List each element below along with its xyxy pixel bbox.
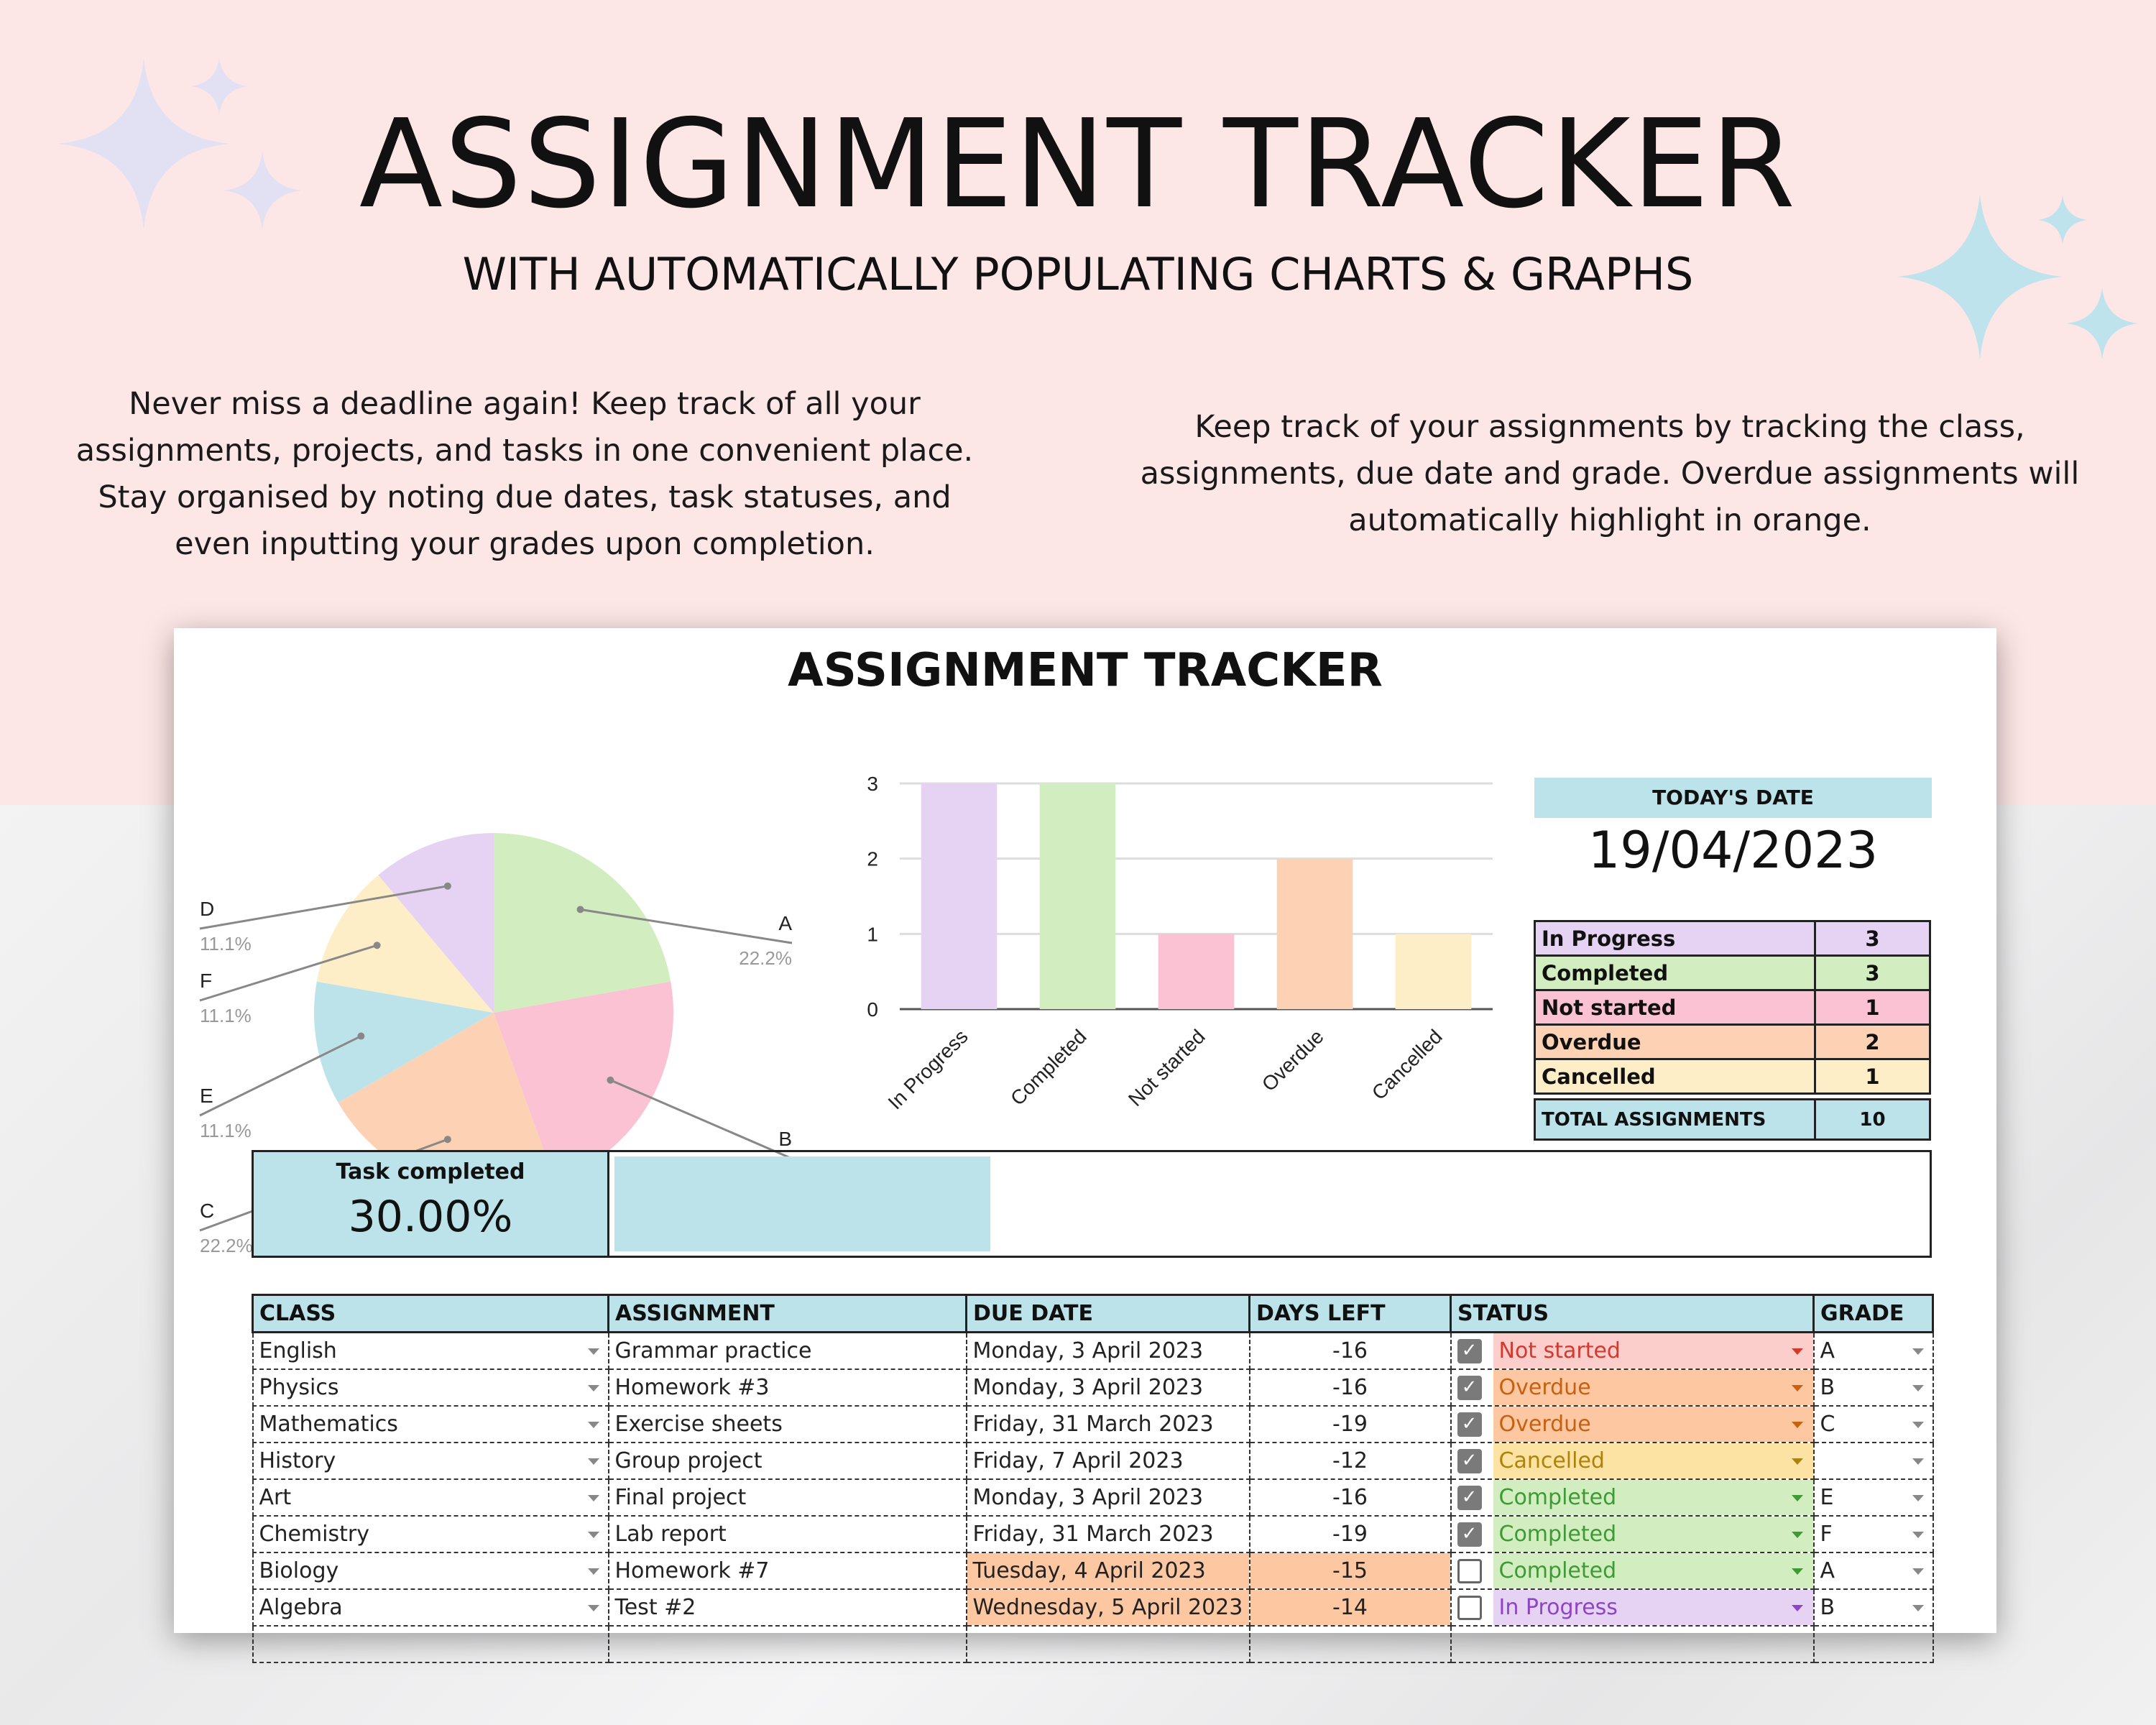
days-left-cell: -16 bbox=[1250, 1369, 1451, 1406]
assignment-cell[interactable]: Homework #7 bbox=[609, 1552, 967, 1589]
task-completed-value: 30.00% bbox=[348, 1192, 513, 1242]
status-select[interactable]: Overdue bbox=[1493, 1407, 1813, 1442]
pie-percent-label: 11.1% bbox=[200, 1005, 252, 1026]
x-tick-label: Not started bbox=[1123, 1025, 1210, 1111]
checkbox-unchecked-icon[interactable] bbox=[1457, 1559, 1482, 1583]
pie-leader-dot bbox=[357, 1033, 364, 1040]
checkbox-checked-icon[interactable]: ✓ bbox=[1457, 1449, 1482, 1473]
bar-in-progress[interactable] bbox=[921, 783, 998, 1009]
pie-leader-dot bbox=[577, 906, 584, 913]
status-cell bbox=[1451, 1443, 1814, 1479]
progress-fill bbox=[614, 1156, 990, 1251]
status-cell bbox=[1451, 1406, 1814, 1443]
status-summary-table bbox=[1534, 920, 1931, 1141]
due-date-cell[interactable]: Friday, 31 March 2023 bbox=[967, 1516, 1250, 1552]
table-row bbox=[253, 1369, 1933, 1406]
bar-overdue[interactable] bbox=[1277, 859, 1353, 1009]
days-left-cell: -14 bbox=[1250, 1589, 1451, 1626]
due-date-cell[interactable]: Tuesday, 4 April 2023 bbox=[967, 1552, 1250, 1589]
grade-select[interactable]: B bbox=[1814, 1589, 1933, 1626]
column-header-status[interactable]: STATUS bbox=[1451, 1295, 1814, 1333]
due-date-cell[interactable]: Monday, 3 April 2023 bbox=[967, 1369, 1250, 1406]
assignment-cell[interactable]: Test #2 bbox=[609, 1589, 967, 1626]
assignment-cell[interactable]: Final project bbox=[609, 1479, 967, 1516]
days-left-cell: -15 bbox=[1250, 1552, 1451, 1589]
status-cell bbox=[1451, 1589, 1814, 1626]
class-select[interactable]: Biology bbox=[253, 1552, 609, 1589]
days-left-cell: -12 bbox=[1250, 1443, 1451, 1479]
status-cell bbox=[1451, 1552, 1814, 1589]
checkbox-checked-icon[interactable]: ✓ bbox=[1457, 1376, 1482, 1400]
bar-completed[interactable] bbox=[1040, 783, 1116, 1009]
pie-percent-label: 22.2% bbox=[739, 947, 792, 969]
pie-label: C bbox=[200, 1200, 215, 1222]
pie-label: D bbox=[200, 898, 215, 920]
status-select[interactable]: Cancelled bbox=[1493, 1443, 1813, 1478]
grade-select[interactable]: A bbox=[1814, 1552, 1933, 1589]
bar-cancelled[interactable] bbox=[1396, 934, 1472, 1009]
progress-track bbox=[612, 1156, 1930, 1251]
status-cell bbox=[1451, 1516, 1814, 1552]
summary-count: 10 bbox=[1815, 1100, 1930, 1140]
pie-percent-label: 11.1% bbox=[200, 933, 252, 954]
summary-row bbox=[1535, 1025, 1930, 1059]
days-left-cell: -16 bbox=[1250, 1333, 1451, 1369]
pie-leader-dot bbox=[444, 1136, 451, 1143]
sheet-title: ASSIGNMENT TRACKER bbox=[788, 644, 1383, 697]
status-select[interactable]: Completed bbox=[1493, 1553, 1813, 1588]
grade-select[interactable]: B bbox=[1814, 1369, 1933, 1406]
due-date-cell[interactable]: Friday, 31 March 2023 bbox=[967, 1406, 1250, 1443]
summary-count: 1 bbox=[1815, 990, 1930, 1025]
column-header-due-date[interactable]: DUE DATE bbox=[967, 1295, 1250, 1333]
summary-row bbox=[1535, 1059, 1930, 1094]
task-completed-box bbox=[254, 1152, 609, 1256]
grade-select[interactable]: A bbox=[1814, 1333, 1933, 1369]
summary-label: In Progress bbox=[1535, 921, 1815, 956]
status-select[interactable]: Not started bbox=[1493, 1333, 1813, 1368]
pie-percent-label: 22.2% bbox=[200, 1235, 253, 1256]
summary-label: Not started bbox=[1535, 990, 1815, 1025]
class-select[interactable]: History bbox=[253, 1443, 609, 1479]
table-row bbox=[253, 1516, 1933, 1552]
class-select[interactable]: Chemistry bbox=[253, 1516, 609, 1552]
status-cell bbox=[1451, 1479, 1814, 1516]
column-header-grade[interactable]: GRADE bbox=[1814, 1295, 1933, 1333]
pie-leader-dot bbox=[607, 1077, 614, 1084]
summary-label: Overdue bbox=[1535, 1025, 1815, 1059]
class-select[interactable]: English bbox=[253, 1333, 609, 1369]
due-date-cell[interactable]: Monday, 3 April 2023 bbox=[967, 1479, 1250, 1516]
column-header-days-left[interactable]: DAYS LEFT bbox=[1250, 1295, 1451, 1333]
summary-total-row bbox=[1535, 1100, 1930, 1140]
y-tick-label: 0 bbox=[867, 998, 878, 1021]
assignment-cell[interactable]: Lab report bbox=[609, 1516, 967, 1552]
summary-label: TOTAL ASSIGNMENTS bbox=[1535, 1100, 1815, 1140]
assignment-cell[interactable]: Grammar practice bbox=[609, 1333, 967, 1369]
status-select[interactable]: Completed bbox=[1493, 1480, 1813, 1515]
due-date-cell[interactable]: Friday, 7 April 2023 bbox=[967, 1443, 1250, 1479]
status-bar-chart bbox=[835, 729, 1511, 1131]
pie-slice-a[interactable] bbox=[494, 833, 671, 1013]
days-left-cell: -16 bbox=[1250, 1479, 1451, 1516]
checkbox-unchecked-icon[interactable] bbox=[1457, 1596, 1482, 1620]
summary-row bbox=[1535, 921, 1930, 956]
x-tick-label: Overdue bbox=[1257, 1025, 1328, 1096]
pie-leader-dot bbox=[444, 883, 451, 890]
hero-title: ASSIGNMENT TRACKER bbox=[359, 93, 1797, 236]
todays-date-label: TODAY'S DATE bbox=[1534, 778, 1932, 818]
x-tick-label: Cancelled bbox=[1367, 1025, 1447, 1105]
column-header-assignment[interactable]: ASSIGNMENT bbox=[609, 1295, 967, 1333]
pie-label: E bbox=[200, 1085, 213, 1107]
pie-percent-label: 11.1% bbox=[200, 1120, 252, 1141]
due-date-cell[interactable]: Monday, 3 April 2023 bbox=[967, 1333, 1250, 1369]
hero-subtitle: WITH AUTOMATICALLY POPULATING CHARTS & GRAPHS bbox=[462, 248, 1694, 300]
table-row bbox=[253, 1479, 1933, 1516]
table-row bbox=[253, 1443, 1933, 1479]
summary-count: 1 bbox=[1815, 1059, 1930, 1094]
pie-label: F bbox=[200, 970, 213, 992]
x-tick-label: In Progress bbox=[883, 1025, 972, 1114]
summary-label: Cancelled bbox=[1535, 1059, 1815, 1094]
pie-label: A bbox=[778, 912, 792, 934]
table-row bbox=[253, 1589, 1933, 1626]
table-row bbox=[253, 1626, 1933, 1662]
summary-row bbox=[1535, 990, 1930, 1025]
due-date-cell[interactable]: Wednesday, 5 April 2023 bbox=[967, 1589, 1250, 1626]
pie-leader-dot bbox=[374, 942, 381, 949]
assignments-table bbox=[252, 1294, 1934, 1663]
todays-date-value: 19/04/2023 bbox=[1588, 821, 1879, 880]
checkbox-checked-icon[interactable]: ✓ bbox=[1457, 1339, 1482, 1363]
class-select[interactable]: Mathematics bbox=[253, 1406, 609, 1443]
table-row bbox=[253, 1552, 1933, 1589]
grade-select[interactable]: C bbox=[1814, 1406, 1933, 1443]
spreadsheet-preview bbox=[174, 628, 1996, 1633]
grade-select[interactable]: F bbox=[1814, 1516, 1933, 1552]
summary-count: 3 bbox=[1815, 956, 1930, 990]
grade-select[interactable] bbox=[1814, 1443, 1933, 1479]
class-select[interactable]: Physics bbox=[253, 1369, 609, 1406]
description-left: Never miss a deadline again! Keep track of all your assignments, projects, and tasks in one convenient place. Stay organised by noting due dates, task statuses, and even inputting your grades upon completion. bbox=[75, 386, 974, 562]
summary-count: 3 bbox=[1815, 921, 1930, 956]
summary-label: Completed bbox=[1535, 956, 1815, 990]
days-left-cell: -19 bbox=[1250, 1406, 1451, 1443]
column-header-class[interactable]: CLASS bbox=[253, 1295, 609, 1333]
bar-not-started[interactable] bbox=[1158, 934, 1235, 1009]
summary-row bbox=[1535, 956, 1930, 990]
table-row bbox=[253, 1406, 1933, 1443]
grade-select[interactable]: E bbox=[1814, 1479, 1933, 1516]
class-select[interactable]: Algebra bbox=[253, 1589, 609, 1626]
y-tick-label: 2 bbox=[867, 847, 878, 870]
status-select[interactable]: In Progress bbox=[1493, 1590, 1813, 1625]
pie-label: B bbox=[778, 1128, 792, 1150]
assignment-cell[interactable]: Homework #3 bbox=[609, 1369, 967, 1406]
y-tick-label: 3 bbox=[867, 773, 878, 795]
assignment-cell[interactable]: Exercise sheets bbox=[609, 1406, 967, 1443]
status-cell bbox=[1451, 1333, 1814, 1369]
summary-count: 2 bbox=[1815, 1025, 1930, 1059]
summary-spacer bbox=[1535, 1094, 1930, 1100]
x-tick-label: Completed bbox=[1006, 1025, 1091, 1110]
task-completed-label: Task completed bbox=[336, 1159, 525, 1184]
table-row bbox=[253, 1333, 1933, 1369]
checkbox-checked-icon[interactable]: ✓ bbox=[1457, 1522, 1482, 1547]
table-header-row bbox=[253, 1295, 1933, 1333]
task-progress-panel bbox=[252, 1150, 1932, 1258]
y-tick-label: 1 bbox=[867, 923, 878, 946]
status-select[interactable]: Overdue bbox=[1493, 1370, 1813, 1405]
class-select[interactable]: Art bbox=[253, 1479, 609, 1516]
assignment-cell[interactable]: Group project bbox=[609, 1443, 967, 1479]
description-right: Keep track of your assignments by tracking the class, assignments, due date and grade. Overdue assignments will automatically highlight in orange. bbox=[1140, 409, 2080, 538]
status-select[interactable]: Completed bbox=[1493, 1517, 1813, 1552]
checkbox-checked-icon[interactable]: ✓ bbox=[1457, 1486, 1482, 1510]
status-cell bbox=[1451, 1369, 1814, 1406]
checkbox-checked-icon[interactable]: ✓ bbox=[1457, 1412, 1482, 1437]
days-left-cell: -19 bbox=[1250, 1516, 1451, 1552]
